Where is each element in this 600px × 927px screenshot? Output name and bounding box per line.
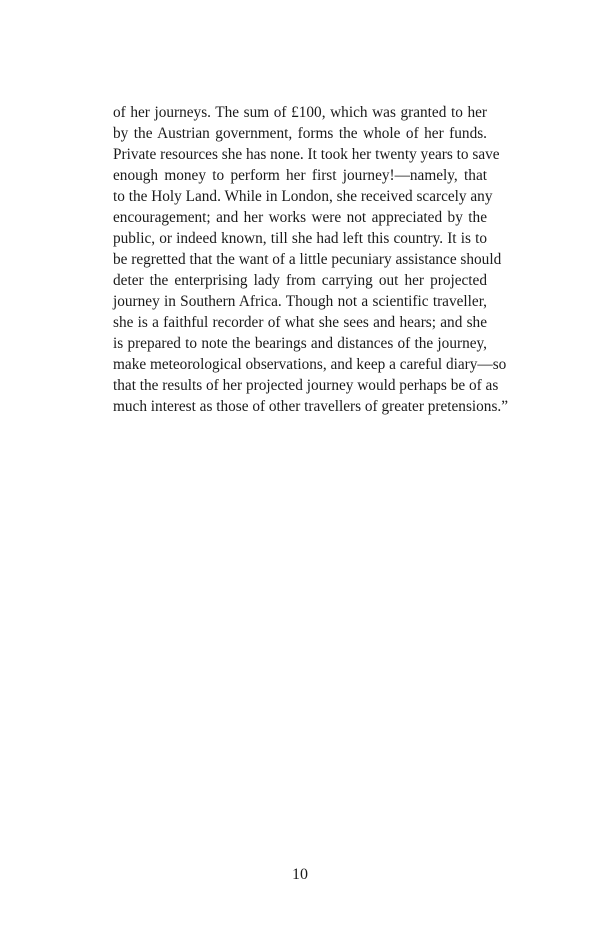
text-line: much interest as those of other travellers of greater pretensions.” <box>113 398 509 415</box>
text-line: Private resources she has none. It took her twenty years to save <box>113 146 500 163</box>
text-line: to the Holy Land. While in London, she received scarcely any <box>113 188 493 205</box>
page-number: 10 <box>292 866 308 883</box>
text-line: is prepared to note the bearings and distances of the journey, <box>113 335 487 352</box>
text-line: encouragement; and her works were not appreciated by the <box>113 209 487 226</box>
text-line: she is a faithful recorder of what she sees and hears; and she <box>113 314 487 331</box>
text-line: journey in Southern Africa. Though not a scientific traveller, <box>113 293 487 310</box>
text-line: public, or indeed known, till she had left this country. It is to <box>113 230 487 247</box>
text-line: of her journeys. The sum of £100, which was granted to her <box>113 104 487 121</box>
text-line: make meteorological observations, and keep a careful diary—so <box>113 356 507 373</box>
text-line: deter the enterprising lady from carrying out her projected <box>113 272 487 289</box>
text-line: that the results of her projected journey would perhaps be of as <box>113 377 499 394</box>
text-line: by the Austrian government, forms the whole of her funds. <box>113 125 487 142</box>
text-line: enough money to perform her first journey!—namely, that <box>113 167 487 184</box>
text-line: be regretted that the want of a little pecuniary assistance should <box>113 251 502 268</box>
body-paragraph <box>113 102 509 417</box>
